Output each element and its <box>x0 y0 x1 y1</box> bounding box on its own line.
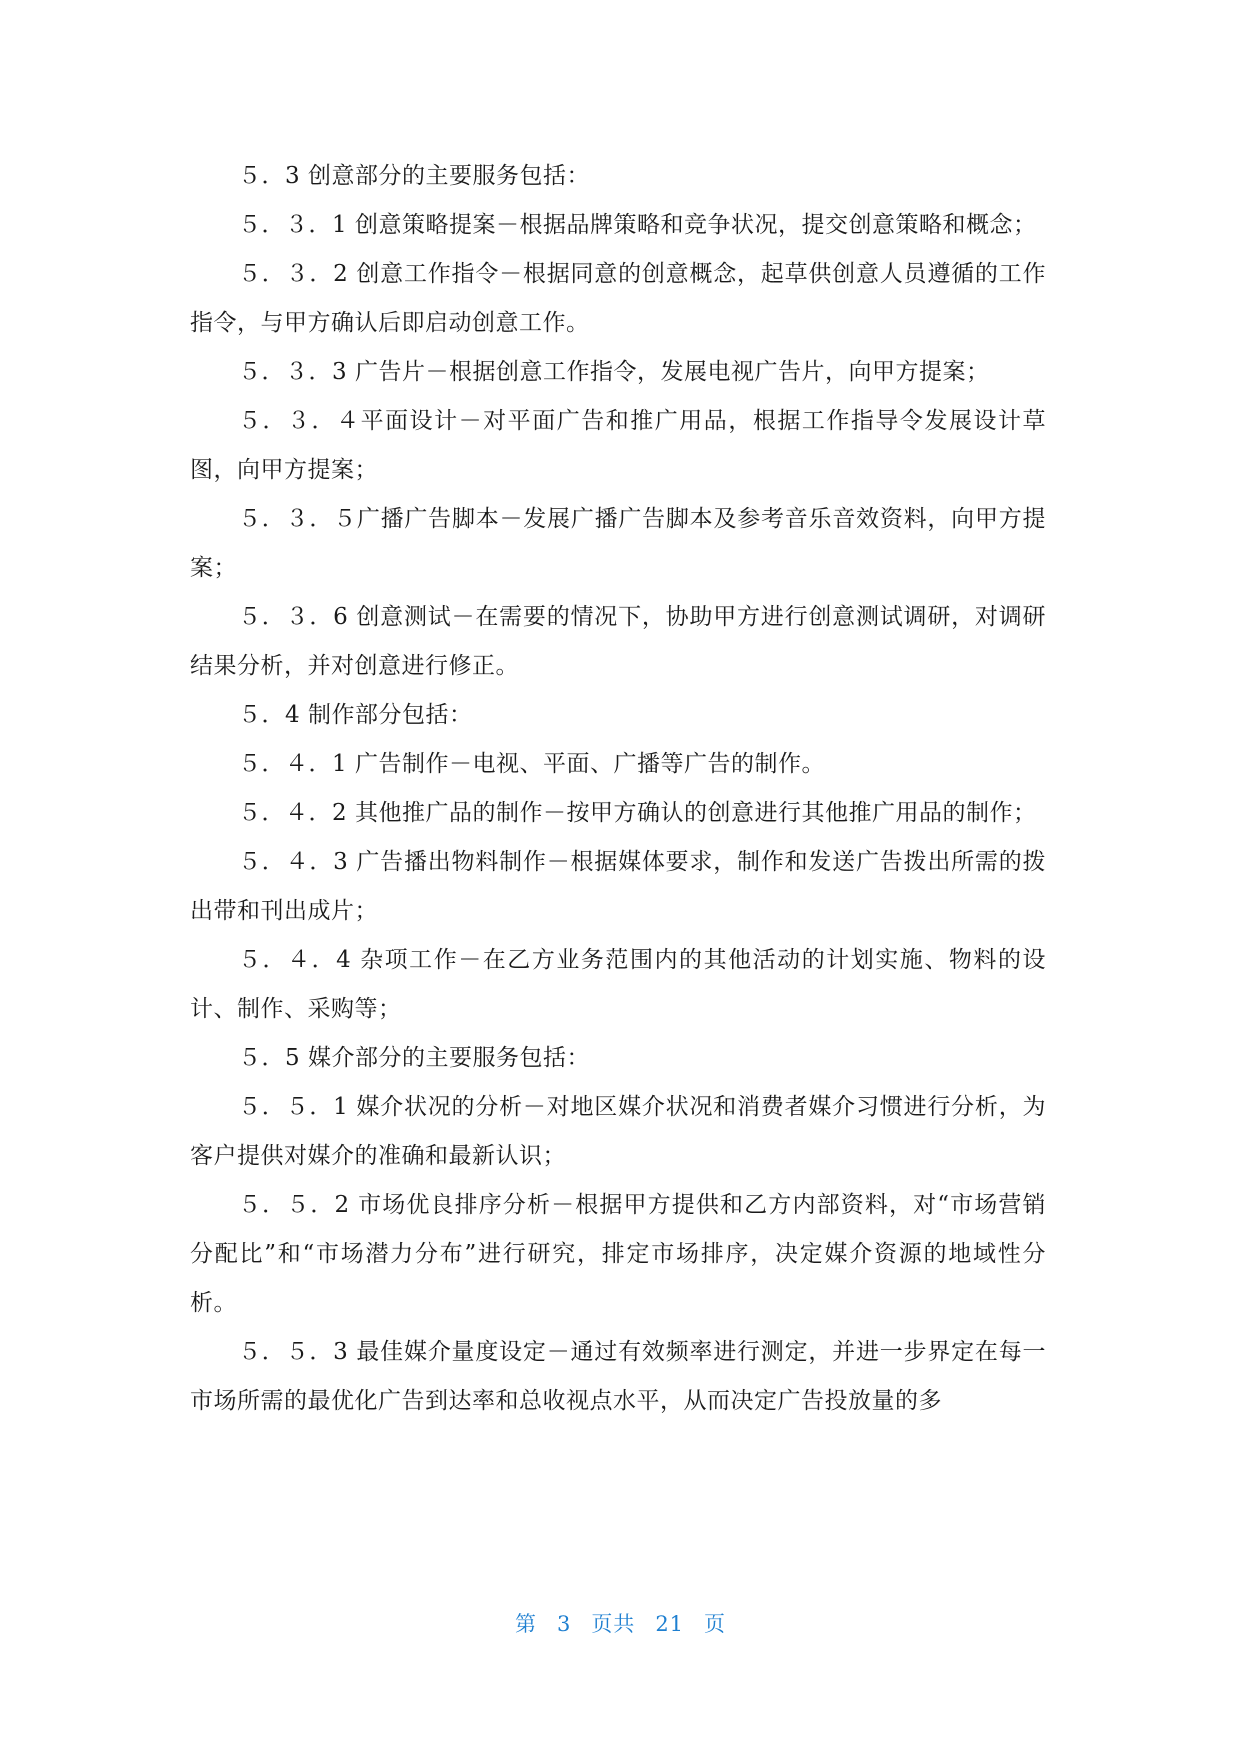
page-footer <box>0 1608 1241 1638</box>
paragraph-5-3-6: ５．３．6 创意测试－在需要的情况下，协助甲方进行创意测试调研，对调研结果分析，并对创意进行修正。 <box>190 604 1046 679</box>
paragraph-5-3-2: ５．３．2 创意工作指令－根据同意的创意概念，起草供创意人员遵循的工作指令，与甲方确认后即启动创意工作。 <box>190 261 1046 336</box>
paragraph-5-4-2: ５．４．2 其他推广品的制作－按甲方确认的创意进行其他推广用品的制作； <box>238 800 1037 826</box>
footer-ye: 页 <box>704 1612 727 1636</box>
paragraph-5-5-1: ５．５．1 媒介状况的分析－对地区媒介状况和消费者媒介习惯进行分析，为客户提供对媒介的准确和最新认识； <box>190 1094 1046 1169</box>
paragraph-5-4-4: ５．４．4 杂项工作－在乙方业务范围内的其他活动的计划实施、物料的设计、制作、采购等； <box>190 947 1046 1022</box>
footer-total-pages: 21 <box>655 1612 685 1636</box>
footer-di: 第 <box>514 1612 537 1636</box>
paragraph-5-3-5: ５．３．５广播广告脚本－发展广播广告脚本及参考音乐音效资料，向甲方提案； <box>190 506 1046 581</box>
footer-ye-gong: 页共 <box>591 1612 636 1636</box>
paragraph-5-5-2: ５．５．2 市场优良排序分析－根据甲方提供和乙方内部资料，对“市场营销分配比”和“市场潜力分布”进行研究，排定市场排序，决定媒介资源的地域性分析。 <box>190 1192 1046 1316</box>
paragraph-5-3-3: ５．３．3 广告片－根据创意工作指令，发展电视广告片，向甲方提案； <box>238 359 990 385</box>
paragraph-5-3-4: ５．３．４平面设计－对平面广告和推广用品，根据工作指导令发展设计草图，向甲方提案； <box>190 408 1046 483</box>
paragraph-5-3-1: ５．３．1 创意策略提案－根据品牌策略和竞争状况，提交创意策略和概念； <box>238 212 1037 238</box>
paragraph-5-3: ５．3 创意部分的主要服务包括： <box>238 163 590 189</box>
paragraph-5-5: ５．5 媒介部分的主要服务包括： <box>238 1045 590 1071</box>
document-body <box>190 152 1046 1426</box>
footer-page-number: 3 <box>556 1612 572 1636</box>
paragraph-5-4: ５．4 制作部分包括： <box>238 702 473 728</box>
paragraph-5-5-3: ５．５．3 最佳媒介量度设定－通过有效频率进行测定，并进一步界定在每一市场所需的最优化广告到达率和总收视点水平，从而决定广告投放量的多 <box>190 1339 1046 1414</box>
paragraph-5-4-1: ５．４．1 广告制作－电视、平面、广播等广告的制作。 <box>238 751 825 777</box>
paragraph-5-4-3: ５．４．3 广告播出物料制作－根据媒体要求，制作和发送广告拨出所需的拨出带和刊出成片； <box>190 849 1046 924</box>
